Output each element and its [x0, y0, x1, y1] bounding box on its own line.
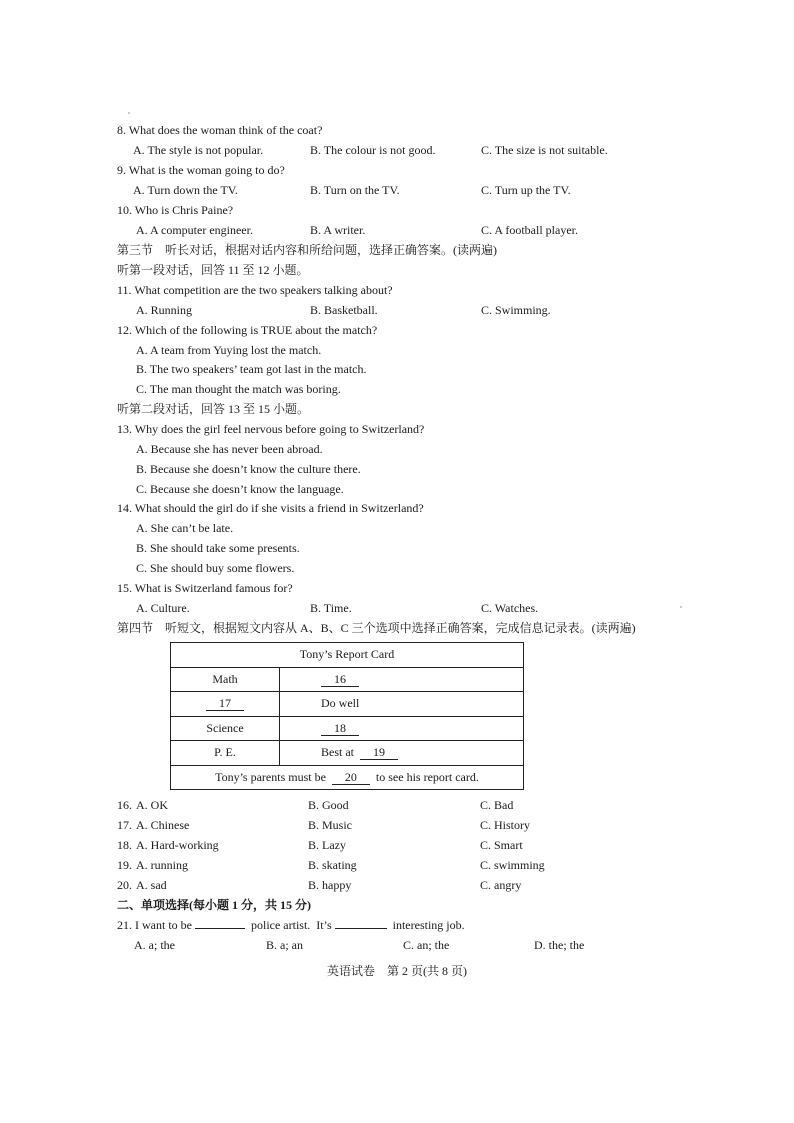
footer-prefix: Tony’s parents must be: [215, 769, 326, 784]
option-16c: C. Bad: [480, 798, 514, 812]
blank-16[interactable]: 16: [321, 673, 359, 687]
question-text: I want to be: [135, 918, 192, 932]
option-14a: A. She can’t be late.: [136, 521, 234, 535]
question-text: Which of the following is TRUE about the match?: [134, 323, 378, 337]
question-number: 11.: [117, 283, 132, 297]
option-10a: A. A computer engineer.: [136, 223, 253, 237]
question-number: 15.: [117, 581, 132, 595]
subject-cell: [171, 692, 280, 717]
option-16b: B. Good: [308, 798, 349, 812]
option-12c: C. The man thought the match was boring.: [136, 382, 341, 396]
option-11a: A. Running: [136, 303, 193, 317]
option-13a: A. Because she has never been abroad.: [136, 442, 323, 456]
question-number: 14.: [117, 501, 132, 515]
question-21: [117, 918, 465, 932]
scan-speck: [128, 112, 130, 114]
question-9: [117, 163, 285, 177]
option-8c: C. The size is not suitable.: [481, 143, 608, 157]
question-10: [117, 203, 233, 217]
result-cell: [280, 741, 524, 766]
option-19a: A. running: [136, 858, 188, 872]
question-number: 13.: [117, 422, 132, 436]
report-card-title: Tony’s Report Card: [171, 643, 524, 668]
footer-suffix: to see his report card.: [375, 769, 479, 784]
question-text: police artist. It’s: [250, 918, 332, 932]
subject-cell: P. E.: [171, 741, 280, 766]
subject-cell: Math: [171, 667, 280, 692]
option-18a: A. Hard-working: [136, 838, 219, 852]
question-text: What is the woman going to do?: [128, 163, 285, 177]
question-text: What competition are the two speakers talking about?: [134, 283, 393, 297]
option-21d: D. the; the: [534, 938, 585, 952]
option-15b: B. Time.: [310, 601, 352, 615]
question-number: 10.: [117, 203, 132, 217]
page-footer: 英语试卷 第 2 页(共 8 页): [327, 964, 467, 978]
answer-20-num: 20.: [117, 878, 132, 892]
option-11b: B. Basketball.: [310, 303, 378, 317]
option-16a: A. OK: [136, 798, 168, 812]
question-15: [117, 581, 293, 595]
result-prefix: Best at: [321, 745, 354, 760]
answer-16-num: 16.: [117, 798, 132, 812]
option-9c: C. Turn up the TV.: [481, 183, 571, 197]
dialog1-instruction: 听第一段对话，回答 11 至 12 小题。: [117, 263, 309, 277]
blank-21b[interactable]: [335, 918, 387, 929]
blank-18[interactable]: 18: [321, 722, 359, 736]
option-18b: B. Lazy: [308, 838, 346, 852]
option-21b: B. a; an: [266, 938, 303, 952]
option-10b: B. A writer.: [310, 223, 366, 237]
option-13b: B. Because she doesn’t know the culture there.: [136, 462, 361, 476]
subject-cell: Science: [171, 716, 280, 741]
option-13c: C. Because she doesn’t know the language.: [136, 482, 344, 496]
result-cell: [280, 667, 524, 692]
option-18c: C. Smart: [480, 838, 523, 852]
blank-19[interactable]: 19: [360, 746, 398, 760]
blank-17[interactable]: 17: [206, 697, 244, 711]
option-12b: B. The two speakers’ team got last in the match.: [136, 362, 367, 376]
option-17a: A. Chinese: [136, 818, 190, 832]
question-text: Why does the girl feel nervous before going to Switzerland?: [134, 422, 425, 436]
option-15c: C. Watches.: [481, 601, 539, 615]
option-20b: B. happy: [308, 878, 352, 892]
option-17b: B. Music: [308, 818, 353, 832]
question-13: [117, 422, 424, 436]
question-text: What does the woman think of the coat?: [128, 123, 323, 137]
question-text: What should the girl do if she visits a friend in Switzerland?: [134, 501, 424, 515]
report-card-table: [170, 642, 524, 790]
question-number: 9.: [117, 163, 126, 177]
result-cell: [280, 716, 524, 741]
option-19b: B. skating: [308, 858, 357, 872]
report-card-footer-row: [171, 765, 524, 790]
option-14c: C. She should buy some flowers.: [136, 561, 295, 575]
question-text: What is Switzerland famous for?: [134, 581, 293, 595]
scan-speck: [680, 606, 682, 608]
part2-heading: 二、单项选择(每小题 1 分，共 15 分): [117, 898, 311, 912]
option-17c: C. History: [480, 818, 531, 832]
option-20a: A. sad: [136, 878, 167, 892]
answer-18-num: 18.: [117, 838, 132, 852]
option-8a: A. The style is not popular.: [133, 143, 264, 157]
option-14b: B. She should take some presents.: [136, 541, 300, 555]
question-14: [117, 501, 424, 515]
dialog2-instruction: 听第二段对话，回答 13 至 15 小题。: [117, 402, 310, 416]
section4-heading: 第四节 听短文，根据短文内容从 A、B、C 三个选项中选择正确答案，完成信息记录表。(读两遍): [117, 621, 636, 635]
question-number: 8.: [117, 123, 126, 137]
question-number: 12.: [117, 323, 132, 337]
question-text: interesting job.: [392, 918, 465, 932]
option-8b: B. The colour is not good.: [310, 143, 436, 157]
answer-17-num: 17.: [117, 818, 132, 832]
result-cell: Do well: [280, 692, 524, 717]
option-21a: A. a; the: [134, 938, 175, 952]
option-21c: C. an; the: [403, 938, 450, 952]
blank-20[interactable]: 20: [332, 771, 370, 785]
option-12a: A. A team from Yuying lost the match.: [136, 343, 322, 357]
question-text: Who is Chris Paine?: [134, 203, 234, 217]
answer-19-num: 19.: [117, 858, 132, 872]
option-9b: B. Turn on the TV.: [310, 183, 400, 197]
question-8: [117, 123, 322, 137]
option-11c: C. Swimming.: [481, 303, 551, 317]
question-11: [117, 283, 393, 297]
option-10c: C. A football player.: [481, 223, 578, 237]
option-9a: A. Turn down the TV.: [133, 183, 238, 197]
option-19c: C. swimming: [480, 858, 545, 872]
option-20c: C. angry: [480, 878, 522, 892]
blank-21a[interactable]: [195, 918, 245, 929]
question-12: [117, 323, 377, 337]
section3-heading: 第三节 听长对话，根据对话内容和所给问题，选择正确答案。(读两遍): [117, 243, 497, 257]
option-15a: A. Culture.: [136, 601, 190, 615]
question-number: 21.: [117, 918, 132, 932]
